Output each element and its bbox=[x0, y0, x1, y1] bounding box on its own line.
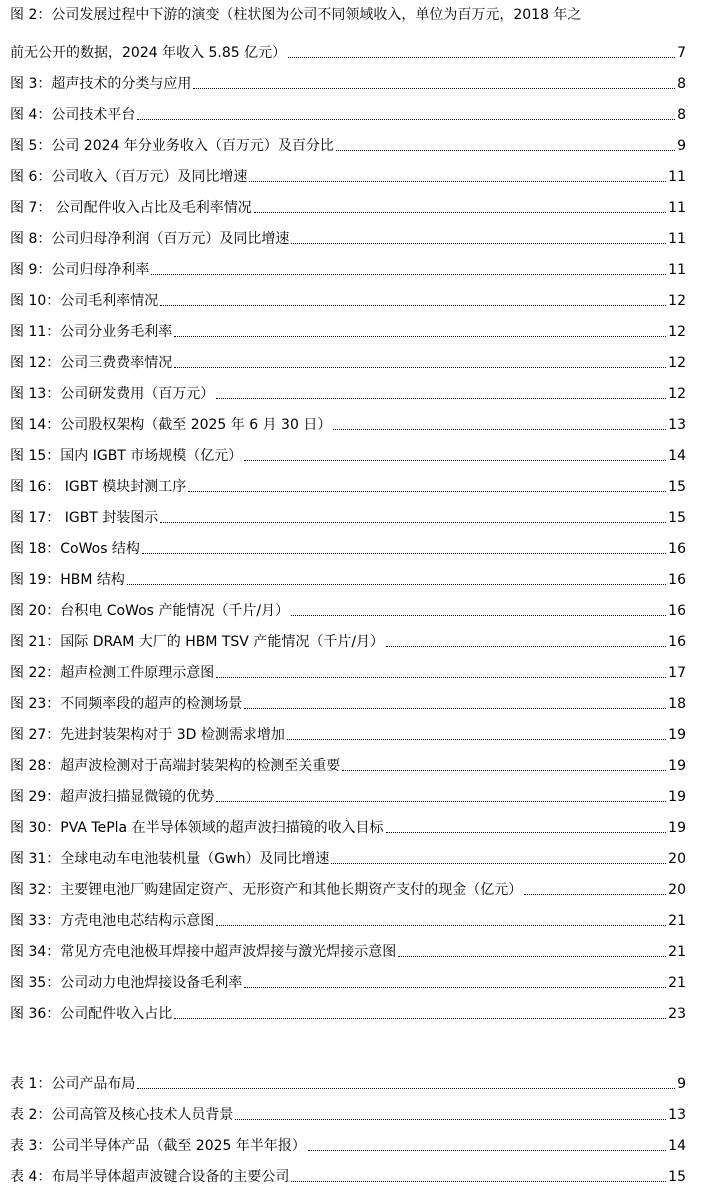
toc-entry[interactable] bbox=[10, 373, 686, 404]
page-number: 12 bbox=[668, 293, 686, 309]
entry-title: 图 13：公司研发费用（百万元） bbox=[10, 386, 215, 402]
figure-list bbox=[10, 5, 686, 1024]
dot-leader bbox=[386, 646, 666, 647]
dot-leader bbox=[244, 708, 666, 709]
page-number: 21 bbox=[668, 975, 686, 991]
toc-entry[interactable] bbox=[10, 807, 686, 838]
page-number: 14 bbox=[668, 1138, 686, 1154]
dot-leader bbox=[142, 553, 666, 554]
toc-entry[interactable] bbox=[10, 156, 686, 187]
dot-leader bbox=[331, 863, 666, 864]
page-number: 15 bbox=[668, 1169, 686, 1185]
toc-entry[interactable] bbox=[10, 311, 686, 342]
dot-leader bbox=[193, 88, 675, 89]
toc-entry[interactable] bbox=[10, 94, 686, 125]
toc-entry[interactable] bbox=[10, 63, 686, 94]
entry-title: 图 9：公司归母净利率 bbox=[10, 262, 150, 278]
page-number: 11 bbox=[668, 262, 686, 278]
toc-entry[interactable] bbox=[10, 404, 686, 435]
page-number: 9 bbox=[677, 1076, 686, 1092]
toc-entry[interactable] bbox=[10, 559, 686, 590]
page-number: 20 bbox=[668, 851, 686, 867]
toc-entry[interactable] bbox=[10, 1063, 686, 1094]
toc-entry[interactable] bbox=[10, 838, 686, 869]
page-number: 14 bbox=[668, 448, 686, 464]
toc-entry[interactable] bbox=[10, 590, 686, 621]
dot-leader bbox=[174, 336, 666, 337]
page-number: 20 bbox=[668, 882, 686, 898]
entry-title: 表 4：布局半导体超声波键合设备的主要公司 bbox=[10, 1169, 290, 1185]
dot-leader bbox=[174, 367, 666, 368]
toc-entry[interactable] bbox=[10, 528, 686, 559]
page-number: 8 bbox=[677, 107, 686, 123]
entry-title: 图 4：公司技术平台 bbox=[10, 107, 136, 123]
toc-entry[interactable] bbox=[10, 249, 686, 280]
dot-leader bbox=[308, 1150, 666, 1151]
dot-leader bbox=[524, 894, 666, 895]
page-number: 12 bbox=[668, 355, 686, 371]
entry-title: 图 32：主要锂电池厂购建固定资产、无形资产和其他长期资产支付的现金（亿元） bbox=[10, 882, 523, 898]
entry-title: 图 35：公司动力电池焊接设备毛利率 bbox=[10, 975, 243, 991]
toc-entry[interactable] bbox=[10, 652, 686, 683]
page-number: 21 bbox=[668, 913, 686, 929]
toc-entry-multiline[interactable] bbox=[10, 5, 686, 63]
dot-leader bbox=[244, 987, 666, 988]
toc-entry[interactable] bbox=[10, 32, 686, 63]
toc-entry[interactable] bbox=[10, 900, 686, 931]
page-number: 17 bbox=[668, 665, 686, 681]
toc-entry[interactable] bbox=[10, 745, 686, 776]
dot-leader bbox=[235, 1119, 666, 1120]
page-number: 13 bbox=[668, 417, 686, 433]
toc-entry[interactable] bbox=[10, 683, 686, 714]
dot-leader bbox=[151, 274, 666, 275]
page-number: 11 bbox=[668, 200, 686, 216]
toc-entry[interactable] bbox=[10, 1094, 686, 1125]
toc-entry[interactable] bbox=[10, 218, 686, 249]
entry-title: 图 10：公司毛利率情况 bbox=[10, 293, 159, 309]
toc-entry[interactable] bbox=[10, 342, 686, 373]
toc-entry[interactable] bbox=[10, 1156, 686, 1187]
dot-leader bbox=[291, 1181, 666, 1182]
toc-entry[interactable] bbox=[10, 776, 686, 807]
entry-title: 图 21：国际 DRAM 大厂的 HBM TSV 产能情况（千片/月） bbox=[10, 634, 385, 650]
page-number: 16 bbox=[668, 634, 686, 650]
entry-title: 图 36：公司配件收入占比 bbox=[10, 1006, 173, 1022]
page-number: 12 bbox=[668, 386, 686, 402]
dot-leader bbox=[291, 243, 666, 244]
entry-title: 图 28：超声波检测对于高端封装架构的检测至关重要 bbox=[10, 758, 341, 774]
dot-leader bbox=[386, 832, 667, 833]
entry-title: 表 1：公司产品布局 bbox=[10, 1076, 136, 1092]
dot-leader bbox=[398, 956, 666, 957]
page-number: 16 bbox=[668, 603, 686, 619]
page-number: 18 bbox=[668, 696, 686, 712]
dot-leader bbox=[291, 615, 666, 616]
dot-leader bbox=[160, 522, 666, 523]
page-number: 16 bbox=[668, 572, 686, 588]
toc-entry[interactable] bbox=[10, 621, 686, 652]
entry-title: 图 23：不同频率段的超声的检测场景 bbox=[10, 696, 243, 712]
dot-leader bbox=[137, 1088, 675, 1089]
toc-entry[interactable] bbox=[10, 714, 686, 745]
toc-entry[interactable] bbox=[10, 435, 686, 466]
toc-entry[interactable] bbox=[10, 280, 686, 311]
dot-leader bbox=[333, 429, 666, 430]
page-number: 13 bbox=[668, 1107, 686, 1123]
page-number: 15 bbox=[668, 479, 686, 495]
entry-title: 图 30：PVA TePla 在半导体领域的超声波扫描镜的收入目标 bbox=[10, 820, 384, 836]
entry-title: 图 11：公司分业务毛利率 bbox=[10, 324, 173, 340]
entry-title: 图 12：公司三费费率情况 bbox=[10, 355, 173, 371]
entry-title: 图 7： 公司配件收入占比及毛利率情况 bbox=[10, 200, 252, 216]
toc-entry[interactable] bbox=[10, 869, 686, 900]
dot-leader bbox=[254, 212, 666, 213]
page-number: 23 bbox=[668, 1006, 686, 1022]
entry-title: 图 3：超声技术的分类与应用 bbox=[10, 76, 192, 92]
toc-entry[interactable] bbox=[10, 993, 686, 1024]
entry-title: 图 29：超声波扫描显微镜的优势 bbox=[10, 789, 215, 805]
page-number: 19 bbox=[668, 758, 686, 774]
dot-leader bbox=[287, 739, 666, 740]
dot-leader bbox=[342, 770, 666, 771]
toc-entry[interactable] bbox=[10, 187, 686, 218]
entry-title: 图 8：公司归母净利润（百万元）及同比增速 bbox=[10, 231, 290, 247]
dot-leader bbox=[160, 305, 666, 306]
page-number: 7 bbox=[677, 45, 686, 61]
page-number: 19 bbox=[668, 789, 686, 805]
page-number: 8 bbox=[677, 76, 686, 92]
dot-leader bbox=[216, 801, 666, 802]
entry-title: 前无公开的数据，2024 年收入 5.85 亿元） bbox=[10, 45, 287, 61]
toc-entry[interactable] bbox=[10, 931, 686, 962]
entry-title: 图 33：方壳电池电芯结构示意图 bbox=[10, 913, 215, 929]
dot-leader bbox=[216, 925, 666, 926]
toc-entry[interactable] bbox=[10, 1125, 686, 1156]
toc-entry[interactable] bbox=[10, 497, 686, 528]
page-number: 12 bbox=[668, 324, 686, 340]
entry-title: 图 17： IGBT 封装图示 bbox=[10, 510, 159, 526]
dot-leader bbox=[216, 677, 666, 678]
entry-title: 图 5：公司 2024 年分业务收入（百万元）及百分比 bbox=[10, 138, 334, 154]
entry-title: 图 31：全球电动车电池装机量（Gwh）及同比增速 bbox=[10, 851, 330, 867]
table-list bbox=[10, 1063, 686, 1187]
dot-leader bbox=[249, 181, 666, 182]
entry-title: 图 20：台积电 CoWos 产能情况（千片/月） bbox=[10, 603, 290, 619]
page-number: 15 bbox=[668, 510, 686, 526]
page-number: 11 bbox=[668, 231, 686, 247]
entry-title: 图 34：常见方壳电池极耳焊接中超声波焊接与激光焊接示意图 bbox=[10, 944, 397, 960]
entry-title: 图 27：先进封装架构对于 3D 检测需求增加 bbox=[10, 727, 285, 743]
entry-title: 图 16： IGBT 模块封测工序 bbox=[10, 479, 187, 495]
toc-entry[interactable] bbox=[10, 466, 686, 497]
dot-leader bbox=[127, 584, 666, 585]
entry-title: 表 3：公司半导体产品（截至 2025 年半年报） bbox=[10, 1138, 306, 1154]
page-number: 19 bbox=[668, 820, 686, 836]
entry-title: 表 2：公司高管及核心技术人员背景 bbox=[10, 1107, 234, 1123]
page-number: 19 bbox=[668, 727, 686, 743]
entry-title: 图 18：CoWos 结构 bbox=[10, 541, 140, 557]
entry-title: 图 19：HBM 结构 bbox=[10, 572, 125, 588]
page-number: 11 bbox=[668, 169, 686, 185]
toc-entry[interactable] bbox=[10, 125, 686, 156]
dot-leader bbox=[174, 1018, 666, 1019]
dot-leader bbox=[244, 460, 666, 461]
dot-leader bbox=[336, 150, 675, 151]
entry-title-line1: 图 2：公司发展过程中下游的演变（柱状图为公司不同领域收入，单位为百万元，2018 年之 bbox=[10, 7, 582, 23]
page-number: 21 bbox=[668, 944, 686, 960]
dot-leader bbox=[188, 491, 666, 492]
entry-title: 图 14：公司股权架构（截至 2025 年 6 月 30 日） bbox=[10, 417, 332, 433]
entry-title: 图 6：公司收入（百万元）及同比增速 bbox=[10, 169, 248, 185]
dot-leader bbox=[288, 57, 675, 58]
entry-title: 图 15：国内 IGBT 市场规模（亿元） bbox=[10, 448, 243, 464]
dot-leader bbox=[137, 119, 675, 120]
entry-title: 图 22：超声检测工件原理示意图 bbox=[10, 665, 215, 681]
toc-entry[interactable] bbox=[10, 962, 686, 993]
page-number: 16 bbox=[668, 541, 686, 557]
dot-leader bbox=[216, 398, 666, 399]
page-number: 9 bbox=[677, 138, 686, 154]
